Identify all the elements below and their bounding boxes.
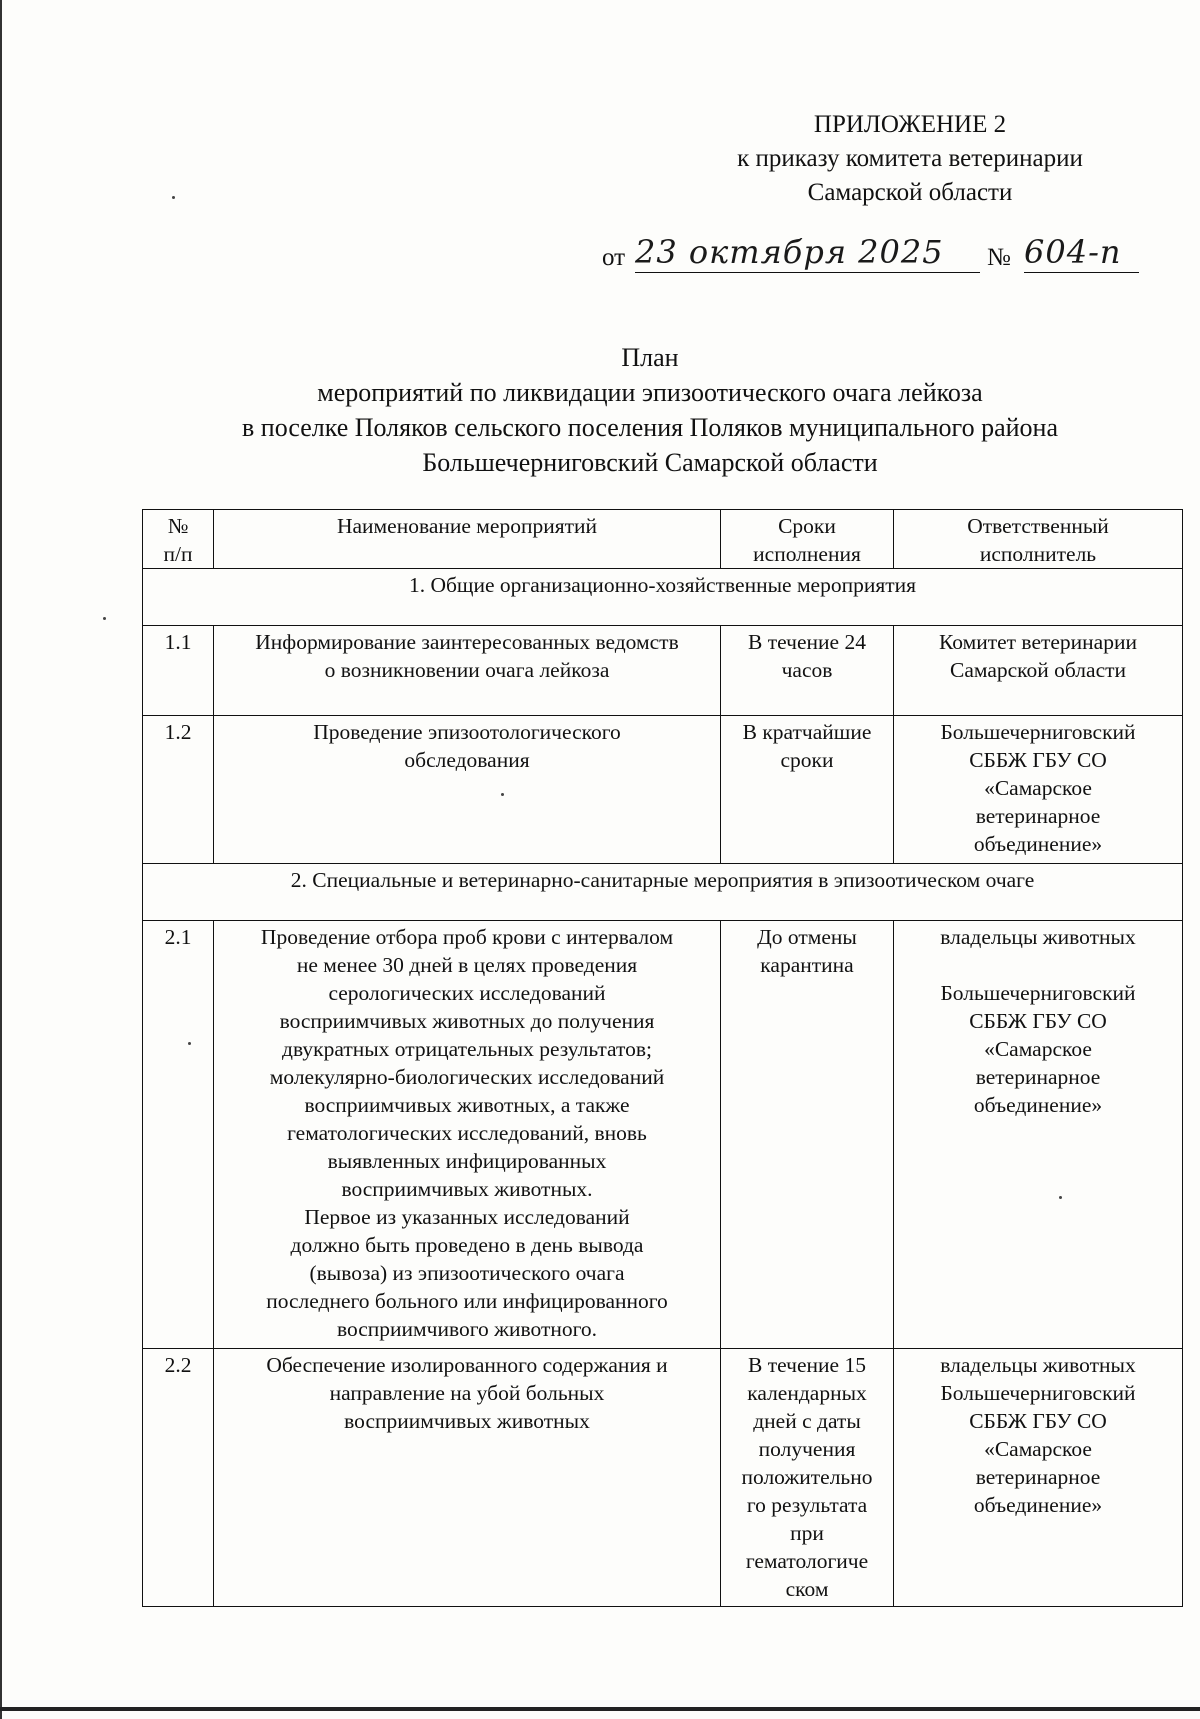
cell-line: ветеринарное	[975, 804, 1101, 828]
cell-line: гематологических исследований, вновь	[287, 1121, 647, 1145]
cell-line: владельцы животных	[940, 925, 1136, 949]
cell-line: «Самарское	[984, 776, 1092, 800]
cell-line: объединение»	[973, 832, 1103, 856]
activity-name-cell	[214, 716, 721, 864]
header-activity-name: Наименование мероприятий	[214, 510, 721, 569]
scan-speck	[172, 196, 175, 199]
table-row	[143, 626, 1183, 716]
cell-line: восприимчивых животных, а также	[304, 1093, 630, 1117]
approval-block	[700, 108, 1120, 210]
cell-line: восприимчивых животных.	[341, 1177, 593, 1201]
table-header-row	[143, 510, 1183, 569]
row-number: 2.2	[143, 1349, 214, 1607]
cell-line: направление на убой больных	[329, 1381, 605, 1405]
cell-line: (вывоза) из эпизоотического очага	[309, 1261, 625, 1285]
line-gap	[899, 951, 1177, 979]
cell-line: Обеспечение изолированного содержания и	[266, 1353, 668, 1377]
cell-line: выявленных инфицированных	[327, 1149, 607, 1173]
table-row	[143, 1349, 1183, 1607]
cell-line: объединение»	[973, 1493, 1103, 1517]
deadline-cell	[721, 921, 894, 1349]
cell-line: «Самарское	[984, 1037, 1092, 1061]
cell-line: восприимчивого животного.	[336, 1317, 598, 1341]
header-text: п/п	[163, 542, 193, 566]
appendix-subtitle-line: Самарской области	[807, 179, 1013, 206]
cell-line-text: Первое из указанных исследований	[304, 1205, 630, 1229]
header-text: Ответственный	[967, 514, 1109, 538]
appendix-subtitle-line: к приказу комитета ветеринарии	[737, 145, 1083, 172]
cell-line: ветеринарное	[975, 1065, 1101, 1089]
cell-line: Комитет ветеринарии	[938, 630, 1137, 654]
order-reference	[602, 233, 1142, 276]
header-text: исполнения	[753, 542, 861, 566]
cell-line: двукратных отрицательных результатов;	[282, 1037, 652, 1061]
order-date-label: от	[602, 244, 626, 271]
cell-line-indented	[219, 1203, 715, 1231]
cell-line: СББЖ ГБУ СО	[969, 1009, 1107, 1033]
section-title: 2. Специальные и ветеринарно-санитарные мероприятия в эпизоотическом очаге	[143, 864, 1183, 921]
row-number: 1.2	[143, 716, 214, 864]
cell-line: молекулярно-биологических исследований	[269, 1065, 665, 1089]
table-row	[143, 921, 1183, 1349]
scan-edge-bottom	[0, 1707, 1200, 1711]
plan-subtitle-line: в поселке Поляков сельского поселения Поляков муниципального района	[242, 413, 1058, 442]
cell-line: серологических исследований	[328, 981, 606, 1005]
deadline-cell	[721, 1349, 894, 1607]
appendix-title: ПРИЛОЖЕНИЕ 2	[813, 111, 1007, 138]
responsible-cell	[894, 1349, 1183, 1607]
header-responsible	[894, 510, 1183, 569]
handwritten-order-number: 604-п	[1024, 233, 1139, 273]
cell-line: гематологиче	[745, 1549, 869, 1573]
cell-line: восприимчивых животных до получения	[279, 1009, 655, 1033]
deadline-cell	[721, 716, 894, 864]
row-number: 1.1	[143, 626, 214, 716]
responsible-cell	[894, 716, 1183, 864]
deadline-cell	[721, 626, 894, 716]
cell-line: должно быть проведено в день вывода	[290, 1233, 644, 1257]
cell-line: СББЖ ГБУ СО	[969, 748, 1107, 772]
plan-heading	[130, 340, 1170, 480]
scan-speck	[103, 617, 106, 620]
scan-edge-left	[0, 0, 2, 1719]
cell-line: сроки	[780, 748, 834, 772]
header-deadline	[721, 510, 894, 569]
cell-line: владельцы животных	[940, 1353, 1136, 1377]
cell-line: Большечерниговский	[940, 720, 1136, 744]
handwritten-order-date: 23 октября 2025	[635, 233, 980, 273]
cell-line: Проведение эпизоотологического	[313, 720, 621, 744]
section-title: 1. Общие организационно-хозяйственные мероприятия	[143, 569, 1183, 626]
header-text: Сроки	[778, 514, 836, 538]
cell-line: получения	[758, 1437, 856, 1461]
section-row	[143, 864, 1183, 921]
cell-line: ветеринарное	[975, 1465, 1101, 1489]
cell-line: часов	[781, 658, 833, 682]
cell-line: ском	[785, 1577, 829, 1601]
plan-subtitle-line: мероприятий по ликвидации эпизоотического очага лейкоза	[317, 378, 983, 407]
cell-line: не менее 30 дней в целях проведения	[296, 953, 638, 977]
header-text: №	[167, 514, 189, 538]
cell-line: Большечерниговский	[940, 1381, 1136, 1405]
cell-line: обследования	[404, 748, 530, 772]
cell-line: дней с даты	[753, 1409, 861, 1433]
plan-subtitle-line: Большечерниговский Самарской области	[422, 448, 878, 477]
cell-line: В течение 24	[748, 630, 866, 654]
cell-line: последнего больного или инфицированного	[266, 1289, 668, 1313]
activity-name-cell	[214, 921, 721, 1349]
activity-name-cell	[214, 1349, 721, 1607]
cell-line: восприимчивых животных	[344, 1409, 590, 1433]
cell-line: го результата	[746, 1493, 868, 1517]
cell-line: В течение 15	[748, 1353, 866, 1377]
cell-line: при	[790, 1521, 824, 1545]
plan-table	[142, 509, 1183, 1607]
cell-line: Информирование заинтересованных ведомств	[255, 630, 679, 654]
cell-line: Самарской области	[949, 658, 1127, 682]
cell-line: «Самарское	[984, 1437, 1092, 1461]
header-text: исполнитель	[979, 542, 1097, 566]
responsible-cell	[894, 626, 1183, 716]
table-row	[143, 716, 1183, 864]
section-row	[143, 569, 1183, 626]
order-number-label: №	[987, 244, 1011, 271]
cell-line: календарных	[747, 1381, 867, 1405]
cell-line: До отмены	[757, 925, 857, 949]
cell-line: о возникновении очага лейкоза	[324, 658, 610, 682]
activity-name-cell	[214, 626, 721, 716]
cell-line: СББЖ ГБУ СО	[969, 1409, 1107, 1433]
cell-line: объединение»	[973, 1093, 1103, 1117]
cell-line: В кратчайшие	[742, 720, 872, 744]
responsible-cell	[894, 921, 1183, 1349]
cell-line: карантина	[760, 953, 854, 977]
cell-line: положительно	[741, 1465, 873, 1489]
cell-line: Проведение отбора проб крови с интервалом	[260, 925, 674, 949]
cell-line: Большечерниговский	[940, 981, 1136, 1005]
header-number	[143, 510, 214, 569]
row-number: 2.1	[143, 921, 214, 1349]
plan-title: План	[621, 343, 679, 372]
